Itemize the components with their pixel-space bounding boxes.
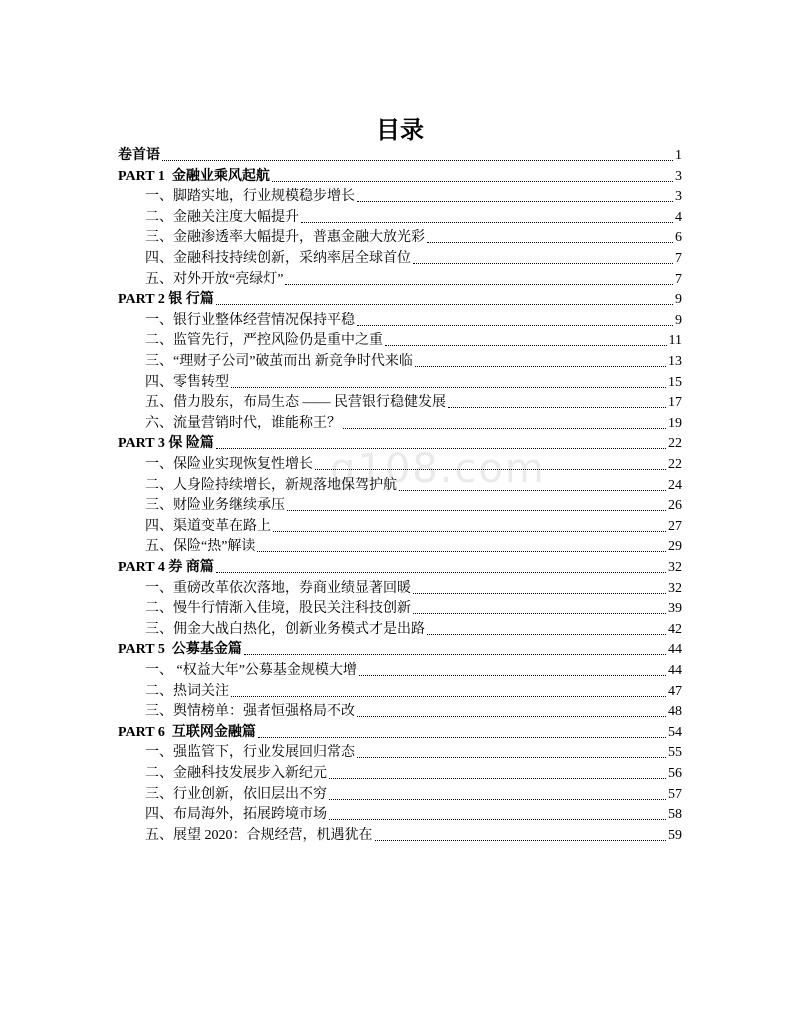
watermark: g108.com [330,446,546,492]
toc-dot-leader [427,242,673,243]
toc-page-number: 15 [668,374,682,390]
toc-page-number: 59 [668,827,682,843]
toc-entry-label: 卷首语 [118,148,160,163]
toc-dot-leader [273,531,666,532]
toc-entry[interactable] [145,534,682,555]
toc-page-number: 29 [668,539,682,555]
toc-page-number: 44 [668,663,682,678]
toc-entry-label: 五、保险“热”解读 [145,539,256,555]
toc-dot-leader [258,737,666,738]
toc-page-number: 56 [668,766,682,781]
toc-entry[interactable] [145,349,682,370]
toc-dot-leader [413,593,666,594]
toc-entry[interactable] [145,205,682,226]
toc-page-number: 9 [675,292,682,308]
toc-dot-leader [329,799,666,800]
toc-dot-leader [216,304,673,305]
toc-dot-leader [285,284,673,285]
toc-dot-leader [427,634,666,635]
toc-page-number: 24 [668,477,682,493]
toc-dot-leader [216,448,666,449]
toc-dot-leader [385,345,667,346]
toc-dot-leader [413,263,673,264]
toc-dot-leader [329,819,666,820]
toc-page-number: 57 [668,786,682,802]
toc-section-entry[interactable] [118,637,682,658]
toc-entry-label: 三、金融渗透率大幅提升，普惠金融大放光彩 [145,230,425,246]
toc-entry-label: 二、慢牛行情渐入佳境，股民关注科技创新 [145,601,411,617]
toc-page-number: 6 [675,230,682,246]
toc-page-number: 44 [668,642,682,658]
toc-entry[interactable] [145,617,682,638]
toc-entry-label: 三、舆情榜单：强者恒强格局不改 [145,704,355,720]
toc-page-number: 7 [675,271,682,287]
toc-dot-leader [415,366,666,367]
toc-dot-leader [413,613,666,614]
toc-entry[interactable] [145,473,682,494]
toc-entry-label: 二、人身险持续增长，新规落地保驾护航 [145,477,397,493]
toc-entry-label: 二、金融科技发展步入新纪元 [145,766,327,781]
toc-page-number: 22 [668,436,682,452]
toc-entry[interactable] [145,308,682,329]
toc-dot-leader [357,325,673,326]
toc-dot-leader [329,778,666,779]
toc-page-number: 22 [668,457,682,472]
toc-entry-label: 三、佣金大战白热化，创新业务模式才是出路 [145,621,425,637]
toc-dot-leader [272,181,673,182]
toc-section-entry[interactable] [118,287,682,308]
toc-entry[interactable] [145,370,682,391]
toc-page-number: 32 [668,560,682,575]
toc-entry[interactable] [145,679,682,700]
toc-dot-leader [357,757,666,758]
toc-entry-label: PART 1 金融业乘风起航 [118,168,270,184]
toc-section-entry[interactable] [118,431,682,452]
toc-page-number: 48 [668,704,682,720]
toc-dot-leader [315,469,666,470]
toc-page-number: 7 [675,251,682,266]
toc-dot-leader [301,222,673,223]
toc-dot-leader [257,551,666,552]
toc-entry-label: 三、财险业务继续承压 [145,498,285,514]
toc-entry-label: 六、流量营销时代，谁能称王？ [145,415,341,431]
toc-entry[interactable] [145,267,682,288]
toc-entry[interactable] [145,802,682,823]
toc-page-number: 11 [668,333,682,349]
toc-page-number: 39 [668,601,682,617]
toc-entry-label: PART 5 公募基金篇 [118,642,242,658]
toc-entry[interactable] [145,390,682,411]
toc-entry-label: 三、“理财子公司”破茧而出 新竞争时代来临 [145,354,413,369]
toc-entry-label: 五、借力股东，布局生态 —— 民营银行稳健发展 [145,395,446,411]
toc-entry[interactable] [145,328,682,349]
toc-dot-leader [162,160,673,161]
toc-dot-leader [448,407,666,408]
toc-page-number: 58 [668,807,682,823]
toc-entry[interactable] [145,596,682,617]
toc-entry[interactable] [145,761,682,782]
toc-dot-leader [343,428,666,429]
toc-dot-leader [357,201,673,202]
toc-entry-label: 一、脚踏实地，行业规模稳步增长 [145,189,355,205]
toc-entry[interactable] [145,699,682,720]
toc-entry-label: 二、金融关注度大幅提升 [145,209,299,225]
toc-entry-label: 五、展望 2020：合规经营，机遇犹在 [145,827,373,843]
toc-dot-leader [231,387,666,388]
toc-entry[interactable] [145,823,682,844]
toc-entry-label: 一、强监管下，行业发展回归常态 [145,745,355,761]
toc-page-number: 3 [675,168,682,184]
toc-page-number: 47 [668,683,682,699]
toc-entry[interactable] [145,493,682,514]
toc-entry[interactable] [145,452,682,473]
toc-dot-leader [357,716,666,717]
toc-page-number: 26 [668,498,682,514]
page-title: 目录 [376,116,424,144]
toc-dot-leader [287,510,666,511]
toc-page-number: 27 [668,518,682,534]
toc-entry-label: 一、保险业实现恢复性增长 [145,457,313,472]
toc-section-entry[interactable] [118,143,682,164]
toc-page-number: 3 [675,189,682,205]
toc-entry[interactable] [145,740,682,761]
toc-dot-leader [399,490,666,491]
toc-entry-label: PART 3 保 险篇 [118,436,214,452]
toc-entry[interactable] [145,225,682,246]
toc-entry[interactable] [145,246,682,267]
toc-dot-leader [216,572,666,573]
toc-entry[interactable] [145,411,682,432]
toc-section-entry[interactable] [118,555,682,576]
toc-page-number: 17 [668,395,682,411]
toc-dot-leader [375,840,667,841]
toc-entry-label: PART 4 券 商篇 [118,560,214,575]
toc-entry[interactable] [145,658,682,679]
toc-dot-leader [244,654,666,655]
toc-page-number: 19 [668,415,682,431]
toc-entry-label: 一、 “权益大年”公募基金规模大增 [145,663,357,678]
toc-page-number: 54 [668,724,682,740]
toc-entry-label: PART 2 银 行篇 [118,292,214,308]
toc-entry-label: 二、监管先行，严控风险仍是重中之重 [145,333,383,349]
toc-entry-label: 四、零售转型 [145,374,229,390]
toc-entry[interactable] [145,514,682,535]
toc-page-number: 55 [668,745,682,761]
toc-section-entry[interactable] [118,164,682,185]
toc-page-number: 32 [668,580,682,596]
toc-entry-label: 五、对外开放“亮绿灯” [145,271,284,287]
toc-entry-label: 四、渠道变革在路上 [145,518,271,534]
toc-page-number: 42 [668,621,682,637]
toc-entry-label: 二、热词关注 [145,683,229,699]
toc-dot-leader [359,675,666,676]
toc-page-number: 9 [675,312,682,328]
toc-entry-label: 一、银行业整体经营情况保持平稳 [145,312,355,328]
toc-entry-label: 四、金融科技持续创新，采纳率居全球首位 [145,251,411,266]
toc-section-entry[interactable] [118,720,682,741]
toc-entry-label: PART 6 互联网金融篇 [118,724,256,740]
toc-entry[interactable] [145,782,682,803]
toc-page-number: 4 [675,209,682,225]
toc-dot-leader [231,696,666,697]
toc-entry[interactable] [145,576,682,597]
toc-entry[interactable] [145,184,682,205]
toc-page-number: 1 [675,148,682,163]
toc-entry-label: 一、重磅改革依次落地，券商业绩显著回暖 [145,580,411,596]
toc-page-number: 13 [668,354,682,369]
toc-entry-label: 四、布局海外，拓展跨境市场 [145,807,327,823]
toc-entry-label: 三、行业创新，依旧层出不穷 [145,786,327,802]
